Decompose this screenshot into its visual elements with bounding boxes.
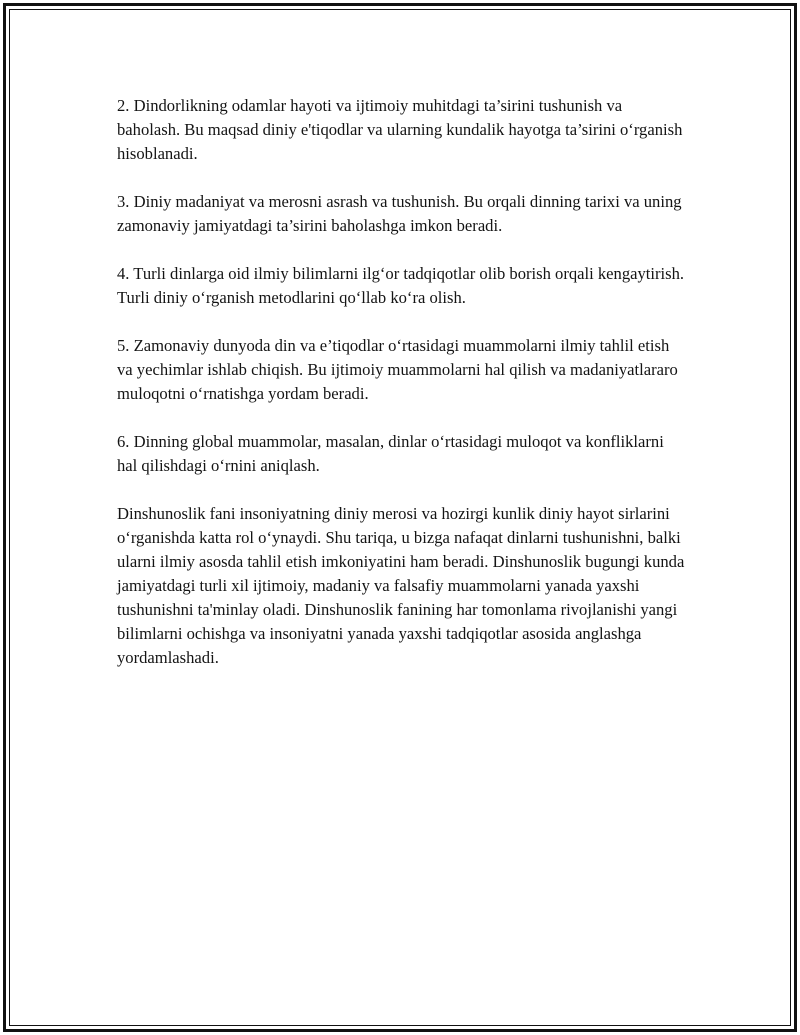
paragraph-goal-4: 4. Turli dinlarga oid ilmiy bilimlarni ilg‘or tadqiqotlar olib borish orqali kengaytirish. Turli diniy o‘rganish metodlarini qo‘llab ko‘ra olish. [117, 264, 685, 307]
document-body [117, 94, 687, 670]
paragraph-goal-6: 6. Dinning global muammolar, masalan, dinlar o‘rtasidagi muloqot va konfliklarni hal qilishdagi o‘rnini aniqlash. [117, 432, 664, 475]
paragraph-conclusion: Dinshunoslik fani insoniyatning diniy merosi va hozirgi kunlik diniy hayot sirlarini o‘rganishda katta rol o‘ynaydi. Shu tariqa, u bizga nafaqat dinlarni tushunishni, balki ularni ilmiy asosda tahlil etish imkoniyatini ham beradi. Dinshunoslik bugungi kunda jamiyatdagi turli xil ijtimoiy, madaniy va falsafiy muammolarni yanada yaxshi tushunishni ta'minlay oladi. Dinshunoslik fanining har tomonlama rivojlanishi yangi bilimlarni ochishga va insoniyatni yanada yaxshi tadqiqotlar asosida anglashga yordamlashadi. [117, 504, 685, 667]
paragraph-goal-5: 5. Zamonaviy dunyoda din va e’tiqodlar o‘rtasidagi muammolarni ilmiy tahlil etish va yechimlar ishlab chiqish. Bu ijtimoiy muammolarni hal qilish va madaniyatlararo muloqotni o‘rnatishga yordam beradi. [117, 336, 678, 403]
paragraph-goal-3: 3. Diniy madaniyat va merosni asrash va tushunish. Bu orqali dinning tarixi va uning zamonaviy jamiyatdagi ta’sirini baholashga imkon beradi. [117, 192, 682, 235]
paragraph-goal-2: 2. Dindorlikning odamlar hayoti va ijtimoiy muhitdagi ta’sirini tushunish va baholash. Bu maqsad diniy e'tiqodlar va ularning kundalik hayotga ta’sirini o‘rganish hisoblanadi. [117, 96, 683, 163]
